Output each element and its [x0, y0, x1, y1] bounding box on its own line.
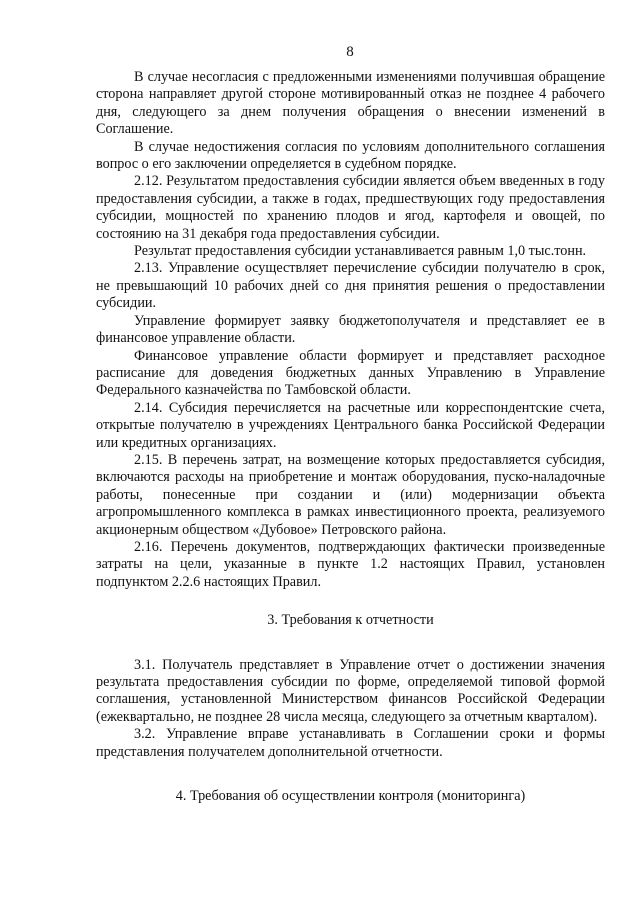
page-number: 8 [346, 44, 354, 60]
section-4-heading: 4. Требования об осуществлении контроля (мониторинга) [175, 788, 526, 805]
paragraph-expense-schedule: Финансовое управление области формирует и представляет расходное расписание для доведения бюджетных данных Управлению в Управление Федерального казначейства по Тамбовской области. [96, 347, 605, 399]
paragraph-budget-request: Управление формирует заявку бюджетополучателя и представляет ее в финансовое управление области. [96, 312, 605, 347]
paragraph-disagreement: В случае несогласия с предложенными изменениями получившая обращение сторона направляет другой стороне мотивированный отказ не позднее 4 рабочего дня, следующего за днем получения обращения о внесении изменений в Соглашение. [96, 69, 605, 138]
paragraph-2-13: 2.13. Управление осуществляет перечисление субсидии получателю в срок, не превышающий 10 рабочих дней со дня принятия решения о предоставлении субсидии. [96, 260, 605, 312]
paragraph-3-2: 3.2. Управление вправе устанавливать в Соглашении сроки и формы представления получателем дополнительной отчетности. [96, 726, 605, 760]
paragraph-3-1: 3.1. Получатель представляет в Управление отчет о достижении значения результата предоставления субсидии по форме, определяемой типовой формой соглашения, установленной Министерством финансов Российской Федерации (ежеквартально, не позднее 28 числа месяца, следующего за отчетным кварталом). [96, 656, 605, 725]
paragraph-result-value: Результат предоставления субсидии устанавливается равным 1,0 тыс.тонн. [134, 243, 587, 260]
paragraph-2-12: 2.12. Результатом предоставления субсидии является объем введенных в году предоставления субсидии, а также в годах, предшествующих году предоставления субсидии, мощностей по хранению плодов и ягод, картофеля и овощей, по состоянию на 31 декабря года предоставления субсидии. [96, 173, 605, 242]
paragraph-2-14: 2.14. Субсидия перечисляется на расчетные или корреспондентские счета, открытые получателю в учреждениях Центрального банка Российской Федерации или кредитных организациях. [96, 399, 605, 451]
page-content [96, 69, 605, 805]
paragraph-2-15: 2.15. В перечень затрат, на возмещение которых предоставляется субсидия, включаются расходы на приобретение и монтаж оборудования, пуско-наладочные работы, понесенные при создании и (или) модернизации объекта агропромышленного комплекса в рамках инвестиционного проекта, реализуемого акционерным обществом «Дубовое» Петровского района. [96, 451, 605, 538]
section-3-heading: 3. Требования к отчетности [267, 612, 434, 629]
paragraph-2-16: 2.16. Перечень документов, подтверждающих фактически произведенные затраты на цели, указанные в пункте 1.2 настоящих Правил, установлен подпунктом 2.2.6 настоящих Правил. [96, 538, 605, 590]
paragraph-no-agreement: В случае недостижения согласия по условиям дополнительного соглашения вопрос о его заключении определяется в судебном порядке. [96, 138, 605, 173]
